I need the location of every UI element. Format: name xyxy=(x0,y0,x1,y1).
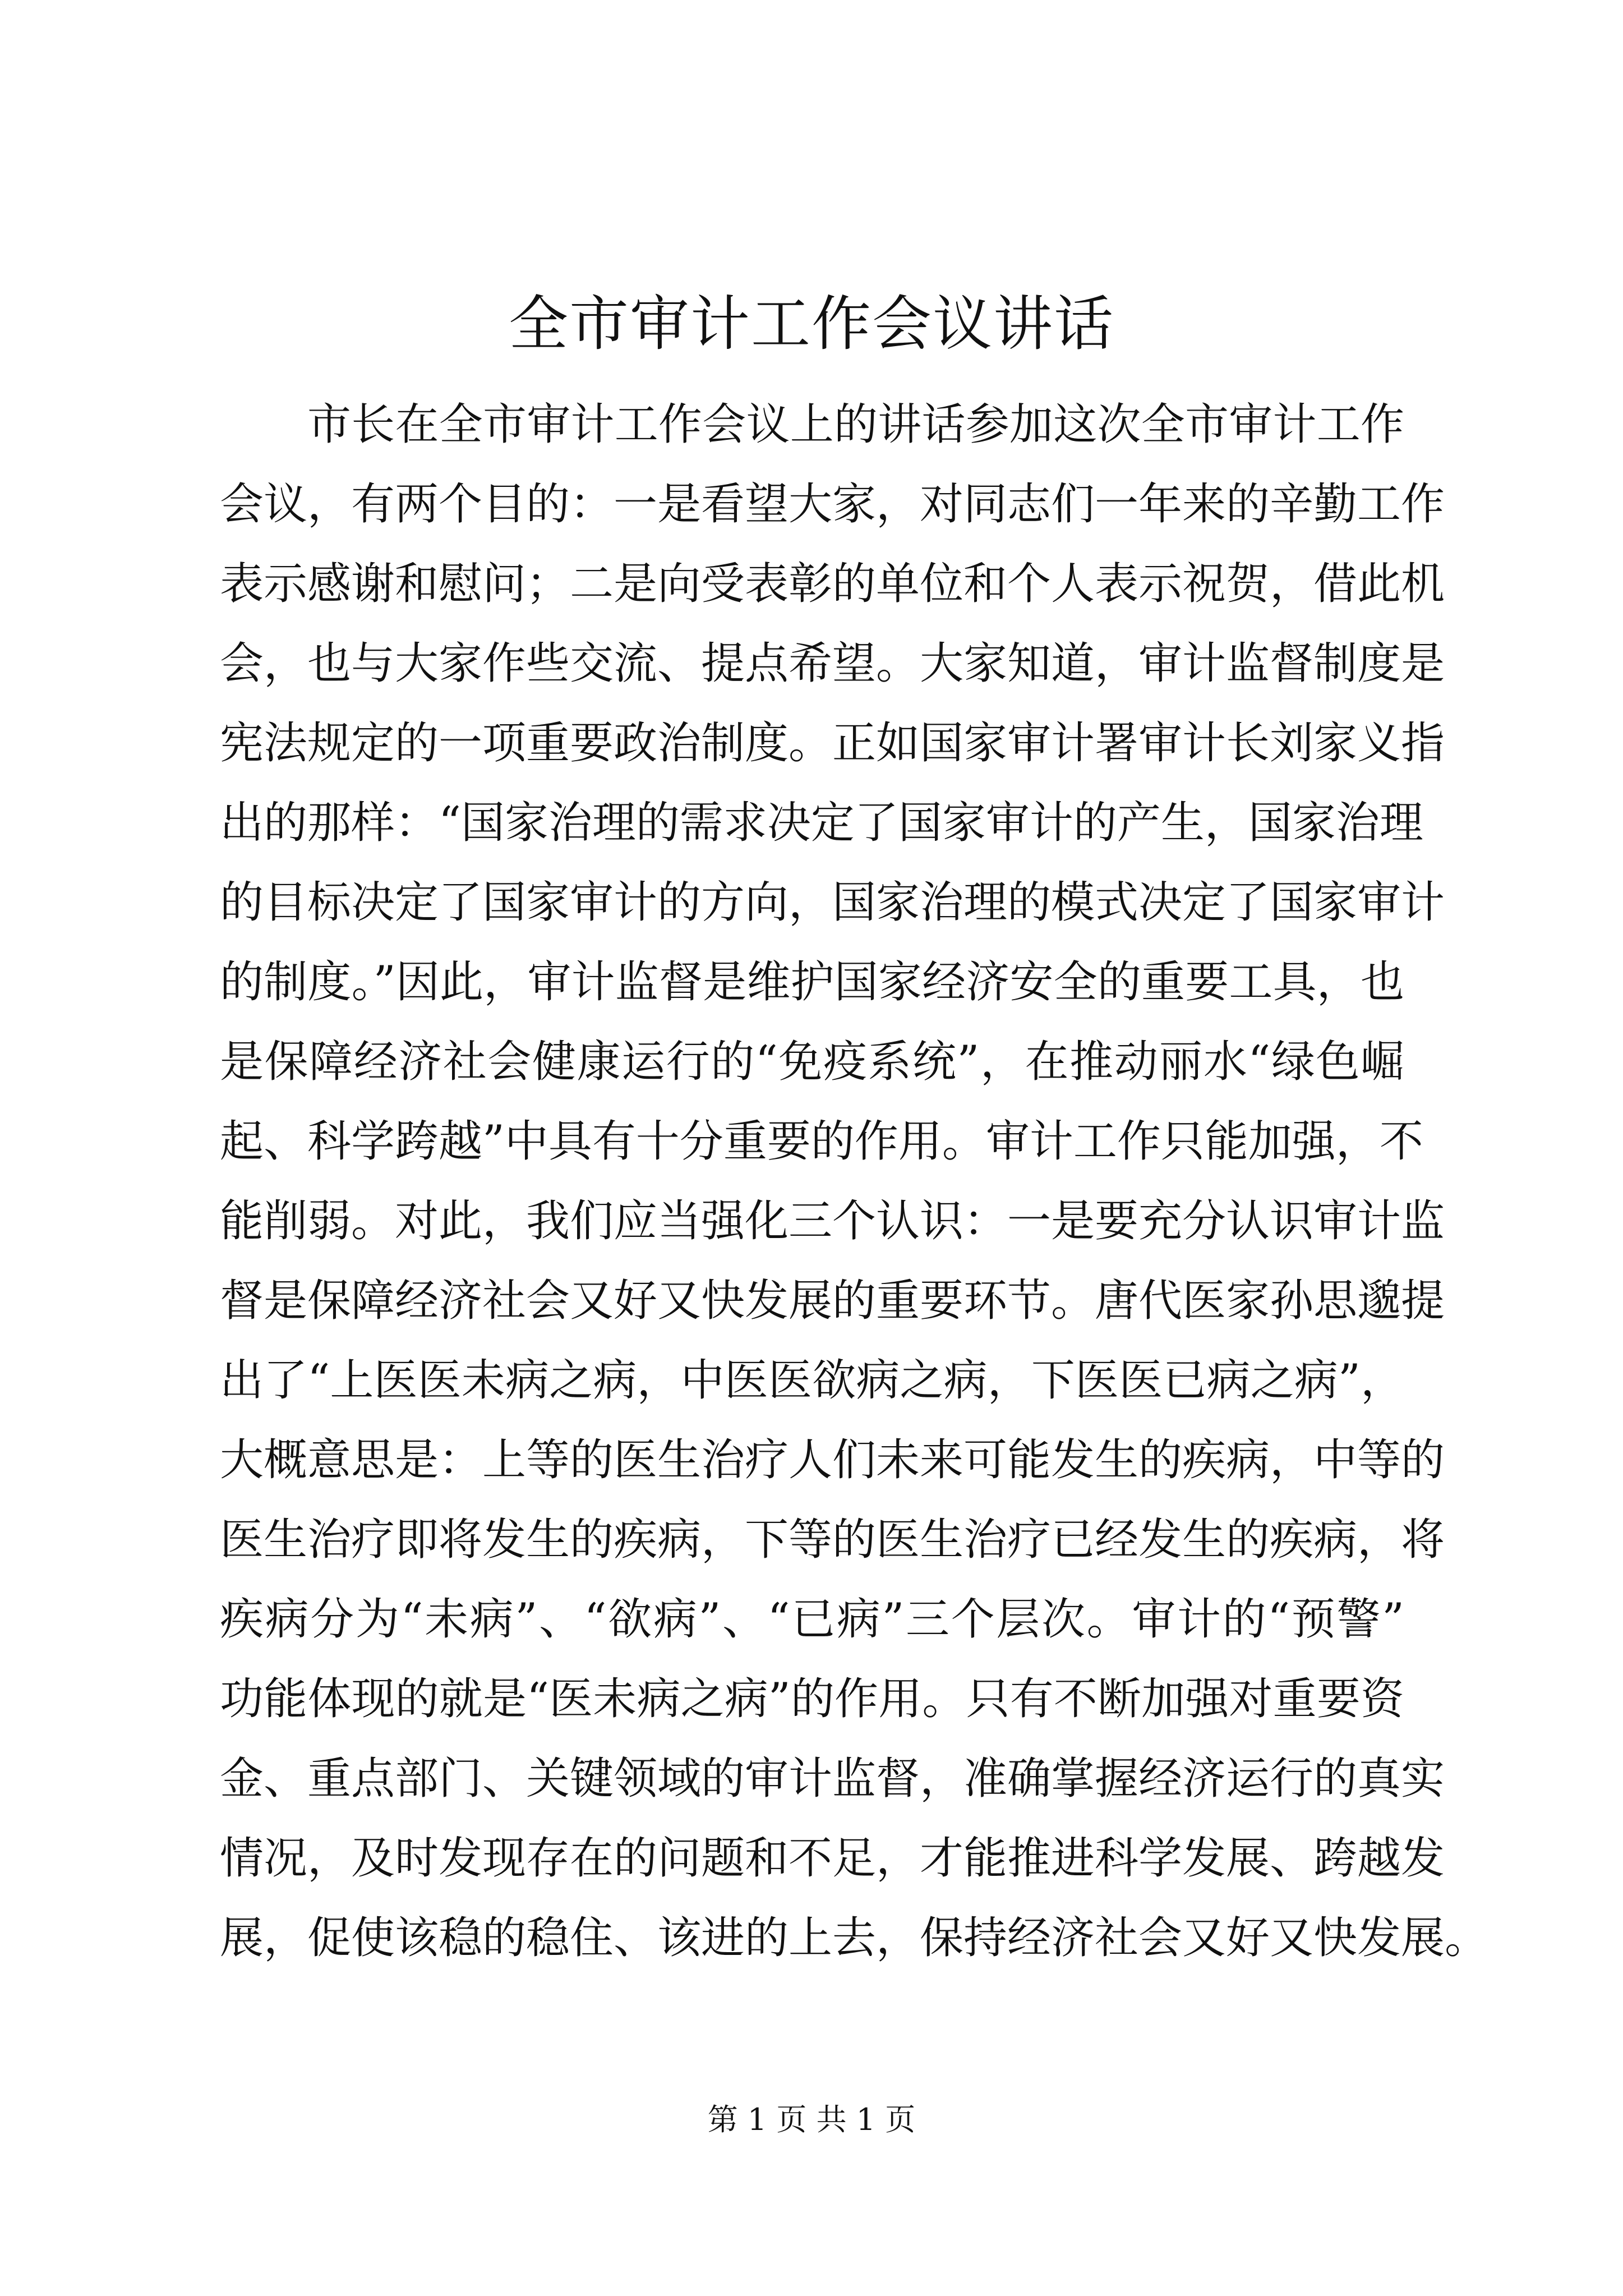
body-line: 表示感谢和慰问；二是向受表彰的单位和个人表示祝贺，借此机 xyxy=(220,559,1445,609)
body-line: 督是保障经济社会又好又快发展的重要环节。唐代医家孙思邈提 xyxy=(220,1276,1445,1326)
body-line: 宪法规定的一项重要政治制度。正如国家审计署审计长刘家义指 xyxy=(220,718,1445,769)
body-line: 展，促使该稳的稳住、该进的上去，保持经济社会又好又快发展。 xyxy=(220,1913,1489,1963)
body-line: 的目标决定了国家审计的方向，国家治理的模式决定了国家审计 xyxy=(220,877,1445,928)
body-line: 的制度。”因此，审计监督是维护国家经济安全的重要工具，也 xyxy=(220,957,1404,1007)
page-number-footer: 第 1 页 共 1 页 xyxy=(707,2102,916,2137)
body-line: 疾病分为“未病”、“欲病”、“已病”三个层次。审计的“预警” xyxy=(220,1594,1404,1645)
body-line: 起、科学跨越”中具有十分重要的作用。审计工作只能加强，不 xyxy=(220,1116,1423,1167)
body-line: 能削弱。对此，我们应当强化三个认识：一是要充分认识审计监 xyxy=(220,1196,1445,1246)
body-line: 市长在全市审计工作会议上的讲话参加这次全市审计工作 xyxy=(307,399,1404,450)
body-line: 会，也与大家作些交流、提点希望。大家知道，审计监督制度是 xyxy=(220,638,1445,689)
body-line: 会议，有两个目的：一是看望大家，对同志们一年来的辛勤工作 xyxy=(220,479,1445,530)
document-body xyxy=(220,385,1489,1978)
body-line: 医生治疗即将发生的疾病，下等的医生治疗已经发生的疾病，将 xyxy=(220,1515,1445,1565)
body-line: 大概意思是：上等的医生治疗人们未来可能发生的疾病，中等的 xyxy=(220,1435,1445,1485)
body-line: 出了“上医医未病之病，中医医欲病之病，下医医已病之病”， xyxy=(220,1355,1404,1406)
body-line: 出的那样：“国家治理的需求决定了国家审计的产生，国家治理 xyxy=(220,798,1423,848)
body-line: 功能体现的就是“医未病之病”的作用。只有不断加强对重要资 xyxy=(220,1674,1404,1724)
document-title: 全市审计工作会议讲话 xyxy=(509,289,1114,358)
body-line: 情况，及时发现存在的问题和不足，才能推进科学发展、跨越发 xyxy=(220,1833,1445,1884)
body-line: 金、重点部门、关键领域的审计监督，准确掌握经济运行的真实 xyxy=(220,1754,1445,1804)
body-line: 是保障经济社会健康运行的“免疫系统”，在推动丽水“绿色崛 xyxy=(220,1037,1404,1087)
